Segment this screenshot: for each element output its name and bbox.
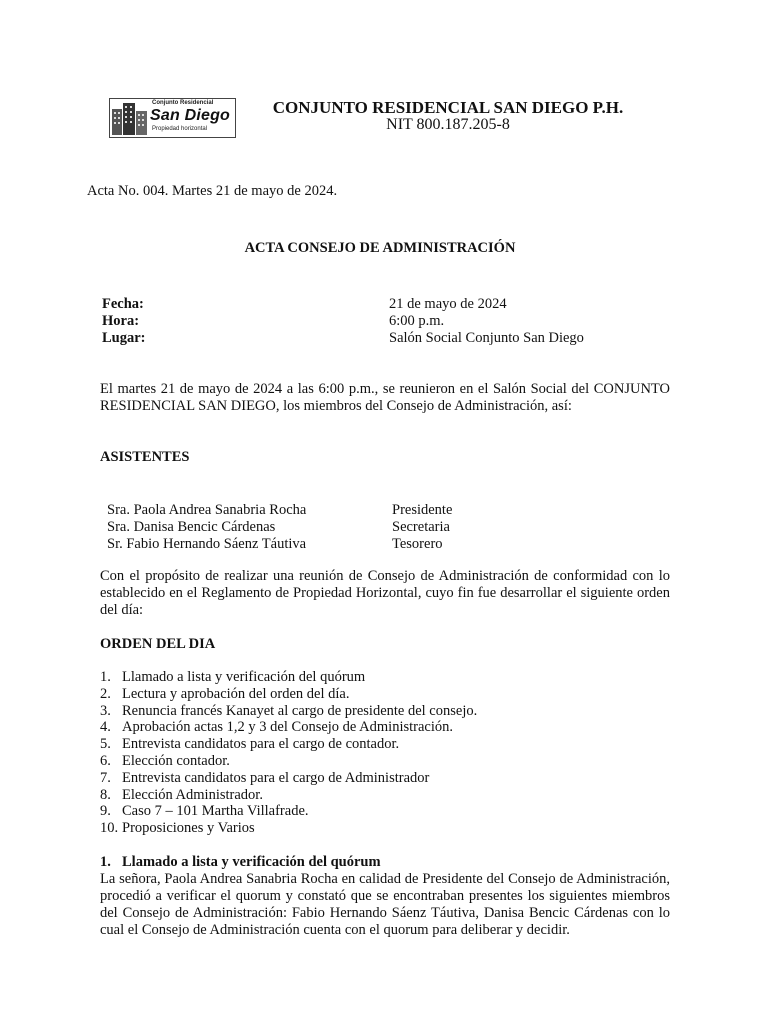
attendee-role: Secretaria	[392, 519, 450, 535]
agenda-item	[100, 787, 670, 804]
section-1-title: Llamado a lista y verificación del quórum	[122, 854, 381, 870]
agenda-text: Aprobación actas 1,2 y 3 del Consejo de Administración.	[122, 719, 454, 736]
logo-name: San Diego	[150, 107, 231, 124]
agenda-number: 9.	[100, 803, 111, 820]
agenda-item	[100, 753, 670, 770]
attendees-list	[107, 502, 667, 553]
attendee-name: Sra. Paola Andrea Sanabria Rocha	[107, 502, 307, 518]
meeting-place-row	[102, 330, 662, 347]
place-label: Lugar:	[102, 330, 146, 346]
agenda-text: Entrevista candidatos para el cargo de contador.	[122, 736, 400, 753]
agenda-text: Entrevista candidatos para el cargo de Administrador	[122, 769, 430, 786]
agenda-text: Proposiciones y Varios	[122, 820, 255, 837]
agenda-number: 8.	[100, 786, 111, 803]
agenda-item	[100, 820, 670, 837]
time-label: Hora:	[102, 313, 140, 329]
section-1-number: 1.	[100, 854, 111, 870]
agenda-number: 6.	[100, 752, 111, 769]
logo-text-top: Conjunto Residencial	[152, 100, 214, 106]
meeting-details	[102, 296, 662, 347]
attendee-row	[107, 502, 667, 519]
agenda-item	[100, 803, 670, 820]
agenda-item	[100, 686, 670, 703]
date-label: Fecha:	[102, 296, 144, 312]
agenda-item	[100, 770, 670, 787]
agenda-number: 10.	[100, 820, 119, 837]
agenda-text: Elección Administrador.	[122, 786, 263, 803]
agenda-number: 1.	[100, 669, 111, 685]
agenda-text: Renuncia francés Kanayet al cargo de presidente del consejo.	[122, 702, 478, 719]
attendee-name: Sr. Fabio Hernando Sáenz Táutiva	[107, 536, 307, 552]
date-value: 21 de mayo de 2024	[389, 296, 507, 312]
agenda-item	[100, 669, 670, 686]
purpose-paragraph: Con el propósito de realizar una reunión de Consejo de Administración de conformidad con lo establecido en el Reglamento de Propiedad Horizontal, cuyo fin fue desarrollar el siguiente orden del día:	[100, 568, 670, 618]
attendee-name: Sra. Danisa Bencic Cárdenas	[107, 519, 276, 535]
agenda-number: 3.	[100, 702, 111, 719]
document-title: ACTA CONSEJO DE ADMINISTRACIÓN	[244, 240, 516, 256]
meeting-time-row	[102, 313, 662, 330]
logo-text-bottom: Propiedad horizontal	[152, 126, 208, 132]
agenda-text: Caso 7 – 101 Martha Villafrade.	[122, 803, 309, 820]
organization-title: CONJUNTO RESIDENCIAL SAN DIEGO P.H.	[272, 98, 624, 117]
organization-nit: NIT 800.187.205-8	[386, 116, 510, 133]
acta-number-line: Acta No. 004. Martes 21 de mayo de 2024.	[87, 183, 338, 199]
agenda-number: 7.	[100, 769, 111, 786]
place-value: Salón Social Conjunto San Diego	[389, 330, 584, 346]
agenda-number: 2.	[100, 685, 111, 702]
attendee-row	[107, 536, 667, 553]
agenda-text: Llamado a lista y verificación del quórum	[122, 669, 366, 685]
agenda-item	[100, 736, 670, 753]
agenda-number: 5.	[100, 736, 111, 753]
agenda-item	[100, 719, 670, 736]
agenda-list	[100, 669, 670, 837]
agenda-number: 4.	[100, 719, 111, 736]
meeting-date-row	[102, 296, 662, 313]
attendee-role: Tesorero	[392, 536, 443, 552]
attendees-heading: ASISTENTES	[100, 449, 190, 465]
building-icon	[110, 99, 150, 137]
agenda-item	[100, 703, 670, 720]
section-1-body: La señora, Paola Andrea Sanabria Rocha en calidad de Presidente del Consejo de Administración, procedió a verificar el quorum y constató que se encontraban presentes los siguientes miembros del Consejo de Administración: Fabio Hernando Sáenz Táutiva, Danisa Bencic Cárdenas con lo cual el Consejo de Administración cuenta con el quorum para deliberar y decidir.	[100, 871, 670, 938]
section-1-heading	[100, 854, 381, 871]
intro-paragraph: El martes 21 de mayo de 2024 a las 6:00 p.m., se reunieron en el Salón Social del CONJUNTO RESIDENCIAL SAN DIEGO, los miembros del Consejo de Administración, así:	[100, 381, 670, 414]
company-logo	[109, 98, 236, 138]
agenda-text: Elección contador.	[122, 752, 230, 769]
time-value: 6:00 p.m.	[389, 313, 445, 329]
agenda-text: Lectura y aprobación del orden del día.	[122, 685, 350, 702]
attendee-row	[107, 519, 667, 536]
agenda-heading: ORDEN DEL DIA	[100, 636, 216, 652]
attendee-role: Presidente	[392, 502, 453, 518]
